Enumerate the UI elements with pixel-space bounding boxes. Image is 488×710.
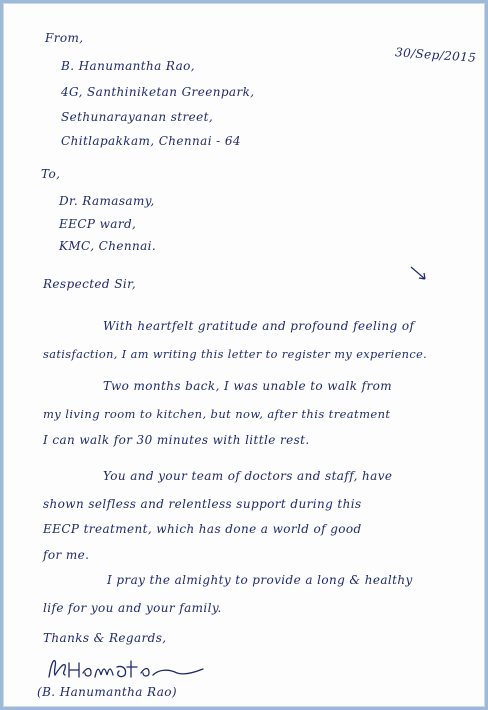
salutation: Respected Sir, [43, 277, 137, 291]
body-line: I pray the almighty to provide a long & healthy [107, 573, 413, 587]
body-line: for me. [43, 548, 90, 562]
body-line: Two months back, I was unable to walk from [103, 379, 392, 393]
from-label: From, [45, 31, 84, 45]
body-line: I can walk for 30 minutes with little rest. [43, 433, 310, 447]
body-line: satisfaction, I am writing this letter to register my experience. [43, 348, 428, 361]
body-line: With heartfelt gratitude and profound feeling of [103, 319, 415, 333]
sender-address-line2: Sethunarayanan street, [61, 110, 214, 124]
body-line: You and your team of doctors and staff, have [103, 469, 393, 483]
recipient-ward: EECP ward, [59, 217, 137, 231]
signature-icon [43, 655, 213, 683]
body-line: shown selfless and relentless support during this [43, 497, 362, 511]
recipient-place: KMC, Chennai. [59, 239, 157, 253]
to-label: To, [41, 167, 61, 181]
body-line: life for you and your family. [43, 601, 222, 615]
body-line: EECP treatment, which has done a world of good [43, 522, 362, 536]
sender-name: B. Hanumantha Rao, [61, 59, 196, 73]
signature-name: (B. Hanumantha Rao) [37, 685, 177, 699]
sender-address-line3: Chitlapakkam, Chennai - 64 [61, 134, 241, 148]
recipient-name: Dr. Ramasamy, [59, 194, 155, 208]
body-line: my living room to kitchen, but now, after this treatment [43, 407, 391, 421]
sender-address-line1: 4G, Santhiniketan Greenpark, [61, 85, 255, 99]
closing: Thanks & Regards, [43, 631, 167, 645]
letter-date: 30/Sep/2015 [394, 45, 477, 65]
pen-mark-icon [409, 265, 431, 283]
